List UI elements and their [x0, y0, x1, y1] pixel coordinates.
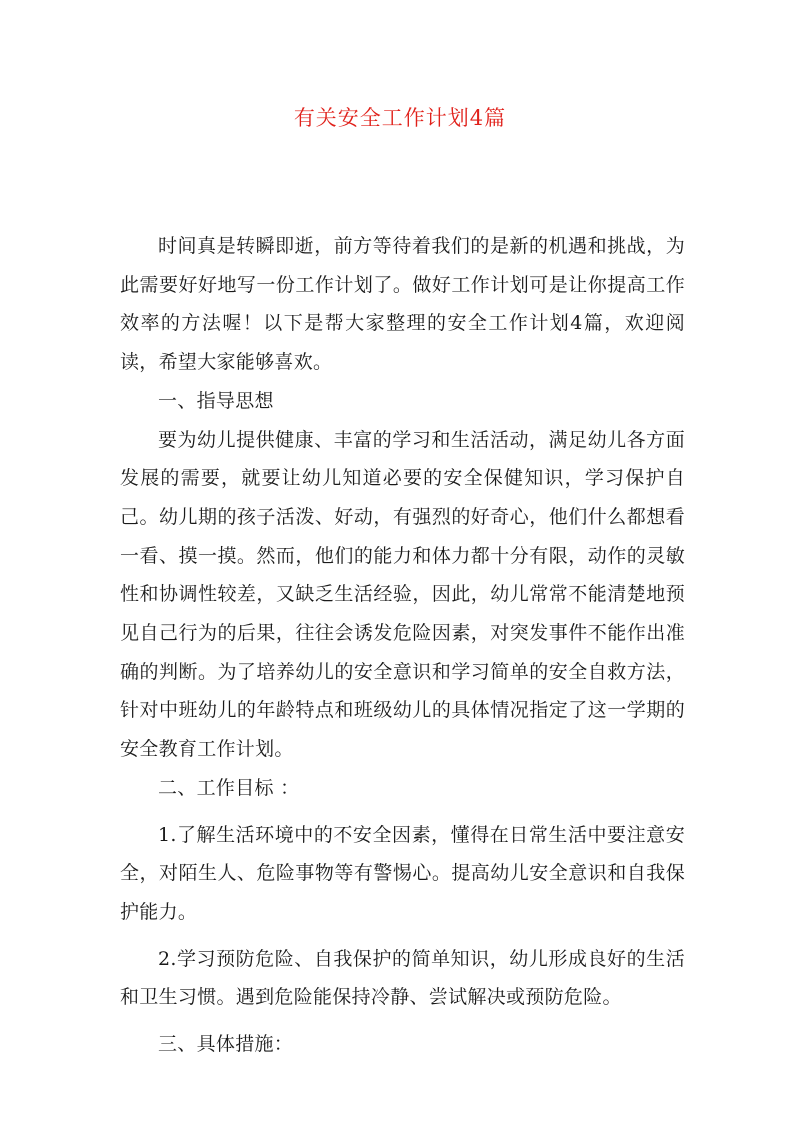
spacer [120, 1017, 685, 1025]
section-heading-measures: 三、具体措施： [158, 1033, 294, 1056]
document-title: 有关安全工作计划4篇 [293, 106, 507, 130]
spacer [120, 932, 685, 940]
spacer [120, 808, 685, 816]
intro-paragraph: 时间真是转瞬即逝，前方等待着我们的是新的机遇和挑战，为此需要好好地写一份工作计划了。做好工作计划可是让你提高工作效率的方法喔！以下是帮大家整理的安全工作计划4篇，欢迎阅读，希望大家能够喜欢。 [120, 235, 685, 374]
goal-item-2: 2.学习预防危险、自我保护的简单知识，幼儿形成良好的生活和卫生习惯。遇到危险能保持冷静、尝试解决或预防危险。 [120, 947, 685, 1009]
document-body [120, 227, 685, 1064]
section-heading-guiding-ideology: 一、指导思想 [158, 389, 274, 412]
guiding-ideology-paragraph: 要为幼儿提供健康、丰富的学习和生活活动，满足幼儿各方面发展的需要，就要让幼儿知道必要的安全保健知识，学习保护自己。幼儿期的孩子活泼、好动，有强烈的好奇心，他们什么都想看一看、摸一摸。然而，他们的能力和体力都十分有限，动作的灵敏性和协调性较差，又缺乏生活经验，因此，幼儿常常不能清楚地预见自己行为的后果，往往会诱发危险因素，对突发事件不能作出准确的判断。为了培养幼儿的安全意识和学习简单的安全自救方法，针对中班幼儿的年龄特点和班级幼儿的具体情况指定了这一学期的安全教育工作计划。 [120, 428, 685, 761]
section-heading-work-goals: 二、工作目标 ： [158, 776, 300, 799]
goal-item-1: 1.了解生活环境中的不安全因素，懂得在日常生活中要注意安全，对陌生人、危险事物等有警惕心。提高幼儿安全意识和自我保护能力。 [120, 823, 685, 923]
